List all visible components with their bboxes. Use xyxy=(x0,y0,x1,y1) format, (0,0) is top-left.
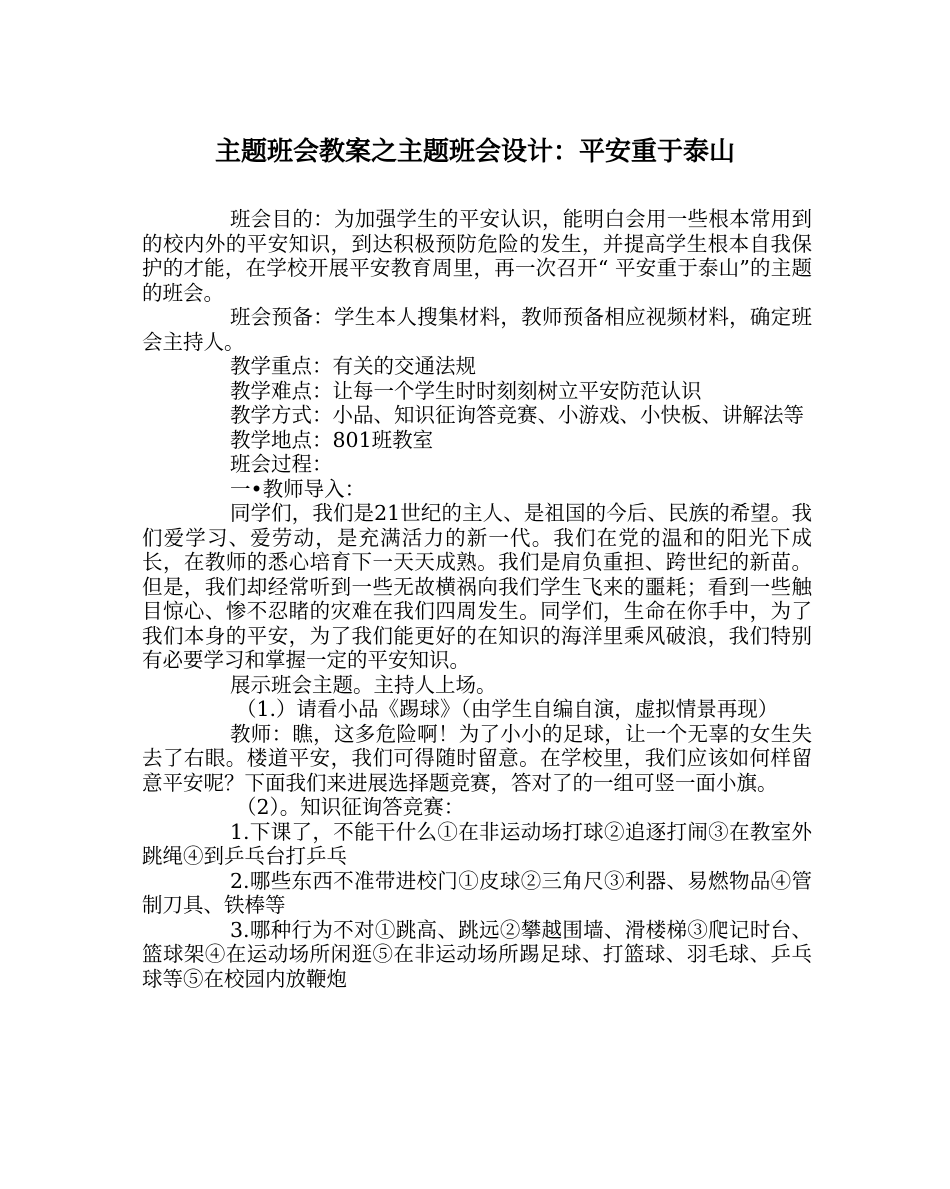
paragraph-difficulty: 教学难点：让每一个学生时时刻刻树立平安防范认识 xyxy=(230,378,702,403)
paragraph-method: 教学方式：小品、知识征询答竞赛、小游戏、小快板、讲解法等 xyxy=(230,403,804,427)
paragraph-purpose: 班会目的：为加强学生的平安认识，能明白会用一些根本常用到的校内外的平安知识，到达积极预防危险的发生，并提高学生根本自我保护的才能，在学校开展平安教育周里，再一次召开“ 平安重于泰山”的主题的班会。 xyxy=(142,207,812,305)
paragraph-quiz-heading: （2）。知识征询答竞赛： xyxy=(236,795,465,819)
document-body xyxy=(142,207,812,991)
paragraph-process: 班会过程： xyxy=(230,452,333,476)
paragraph-key-point: 教学重点：有关的交通法规 xyxy=(230,354,476,378)
paragraph-question-2: 2.哪些东西不准带进校门①皮球②三角尺③利器、易燃物品④管制刀具、铁棒等 xyxy=(142,868,812,917)
paragraph-preparation: 班会预备：学生本人搜集材料，教师预备相应视频材料，确定班会主持人。 xyxy=(142,305,812,354)
paragraph-question-1: 1.下课了，不能干什么①在非运动场打球②追逐打闹③在教室外跳绳④到乒乓台打乒乓 xyxy=(142,819,812,868)
paragraph-teacher-comment: 教师：瞧，这多危险啊！为了小小的足球，让一个无辜的女生失去了右眼。楼道平安，我们可得随时留意。在学校里，我们应该如何样留意平安呢？下面我们来进展选择题竞赛，答对了的一组可竖一面小旗。 xyxy=(142,721,812,795)
paragraph-location: 教学地点：801班教室 xyxy=(230,427,434,452)
document-title: 主题班会教案之主题班会设计：平安重于泰山 xyxy=(214,137,735,167)
paragraph-show-theme: 展示班会主题。主持人上场。 xyxy=(230,672,497,697)
paragraph-question-3: 3.哪种行为不对①跳高、跳远②攀越围墙、滑楼梯③爬记时台、篮球架④在运动场所闲逛⑤在非运动场所踢足球、打篮球、羽毛球、乒乓球等⑤在校园内放鞭炮 xyxy=(142,917,812,991)
paragraph-teacher-intro: 同学们，我们是21世纪的主人、是祖国的今后、民族的希望。我们爱学习、爱劳动，是充满活力的新一代。我们在党的温和的阳光下成长，在教师的悉心培育下一天天成熟。我们是肩负重担、跨世纪的新苗。但是，我们却经常听到一些无故横祸向我们学生飞来的噩耗；看到一些触目惊心、惨不忍睹的灾难在我们四周发生。同学们，生命在你手中，为了我们本身的平安，为了我们能更好的在知识的海洋里乘风破浪，我们特别有必要学习和掌握一定的平安知识。 xyxy=(142,501,812,672)
paragraph-skit: （1.）请看小品《踢球》（由学生自编自演，虚拟情景再现） xyxy=(236,697,779,721)
paragraph-section-one: 一•教师导入： xyxy=(230,476,366,501)
